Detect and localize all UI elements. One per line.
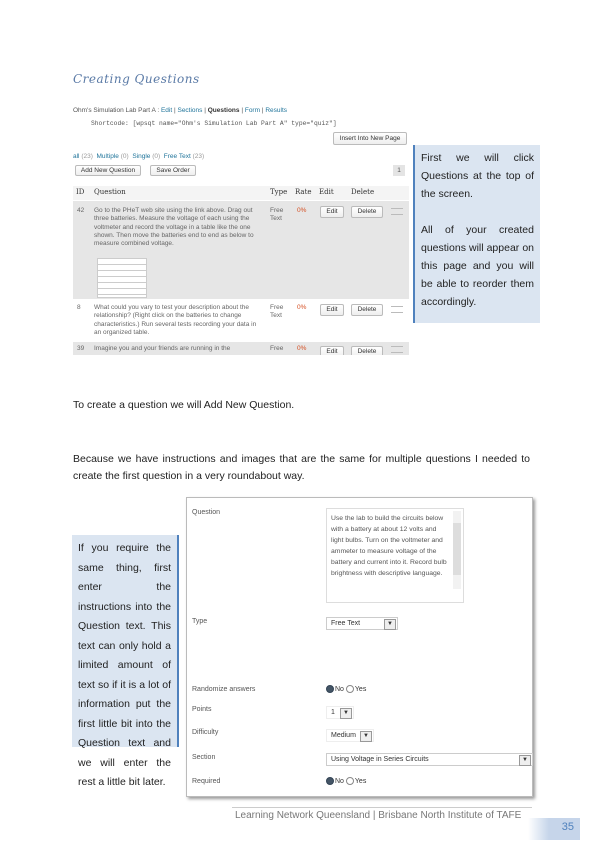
randomize-label: Randomize answers: [192, 686, 256, 693]
question-label: Question: [192, 509, 221, 516]
delete-button[interactable]: Delete: [351, 304, 383, 316]
nav-edit[interactable]: Edit: [160, 107, 173, 114]
col-rate: Rate: [295, 188, 312, 196]
question-form-screenshot: [186, 497, 533, 797]
page-number-box: [528, 818, 580, 840]
col-delete: Delete: [351, 188, 375, 196]
nav-form[interactable]: Form: [244, 107, 261, 114]
pagination-page[interactable]: 1: [393, 165, 405, 176]
row-id: 42: [77, 207, 85, 214]
row-question: Imagine you and your friends are running in the: [94, 345, 231, 352]
quiz-nav: Ohm's Simulation Lab Part A : Edit | Sections | Questions | Form | Results: [73, 107, 288, 114]
table-row: [73, 201, 409, 299]
row-question: What could you vary to test your description about the relationship? (Right click on the batteries to change characteristics.) Run several tests recording your data in an organized table.: [94, 304, 257, 336]
callout-questions: [413, 145, 540, 323]
filter-single[interactable]: Single (0): [132, 153, 161, 160]
row-id: 8: [77, 304, 81, 311]
table-row: [73, 342, 409, 355]
points-select[interactable]: 1 ▼: [326, 706, 354, 719]
paragraph-add-question: To create a question we will Add New Question.: [73, 399, 295, 411]
radio-no[interactable]: [326, 685, 334, 693]
randomize-radio-group[interactable]: No Yes: [326, 685, 366, 693]
difficulty-select[interactable]: Medium ▼: [326, 729, 374, 742]
edit-button[interactable]: Edit: [320, 304, 344, 316]
type-label: Type: [192, 618, 208, 625]
row-type: Free Text: [270, 207, 284, 223]
required-label: Required: [192, 778, 221, 785]
col-question: Question: [94, 188, 126, 196]
filter-multiple[interactable]: Multiple (0): [96, 153, 129, 160]
quiz-name: Ohm's Simulation Lab Part A :: [73, 107, 160, 114]
row-rate: 0%: [297, 207, 307, 214]
scrollbar[interactable]: [453, 511, 461, 589]
row-id: 39: [77, 345, 85, 352]
required-radio-group[interactable]: No Yes: [326, 777, 366, 785]
filter-free-text[interactable]: Free Text (23): [163, 153, 205, 160]
points-label: Points: [192, 706, 212, 713]
callout-instructions: If you require the same thing, first enter the instructions into the Question text. This text can only hold a limited amount of text so if it is a lot of information put the first little bit into the Question text and we will enter the rest a little bit later.: [72, 535, 179, 747]
edit-button[interactable]: Edit: [320, 346, 344, 355]
col-id: ID: [76, 188, 85, 196]
col-type: Type: [270, 188, 288, 196]
drag-handle-icon[interactable]: [391, 346, 403, 353]
save-order-button[interactable]: Save Order: [150, 165, 196, 176]
footer-text: Learning Network Queensland | Brisbane North Institute of TAFE: [235, 810, 522, 821]
filter-all[interactable]: all (23): [73, 153, 93, 160]
table-row: [73, 299, 409, 342]
section-select[interactable]: Using Voltage in Series Circuits ▼: [326, 753, 533, 766]
question-textarea[interactable]: [326, 508, 464, 603]
page-number: 35: [561, 821, 574, 833]
delete-button[interactable]: Delete: [351, 346, 383, 355]
radio-yes[interactable]: [346, 685, 354, 693]
chevron-down-icon: ▼: [384, 619, 396, 630]
section-heading: Creating Questions: [73, 72, 200, 86]
voltage-table-image: [97, 258, 147, 298]
nav-questions[interactable]: Questions: [207, 107, 240, 114]
callout-text-2: All of your created questions will appear on this page and you will be able to reorder them accordingly.: [421, 224, 534, 308]
paragraph-roundabout: Because we have instructions and images that are the same for multiple questions I needed to create the first question in a very roundabout way.: [73, 453, 530, 482]
insert-into-new-page-button[interactable]: Insert Into New Page: [333, 132, 407, 145]
edit-button[interactable]: Edit: [320, 206, 344, 218]
drag-handle-icon[interactable]: [391, 208, 403, 215]
chevron-down-icon: ▼: [519, 755, 531, 766]
footer-divider: [232, 807, 532, 808]
callout-text-1: First we will click Questions at the top of the screen.: [421, 152, 534, 200]
chevron-down-icon: ▼: [360, 731, 372, 742]
shortcode: Shortcode: [wpsqt name="Ohm's Simulation Lab Part A" type="quiz"]: [91, 120, 337, 127]
chevron-down-icon: ▼: [340, 708, 352, 719]
questions-list-screenshot: [73, 102, 409, 355]
difficulty-label: Difficulty: [192, 729, 219, 736]
col-edit: Edit: [319, 188, 334, 196]
row-question: Go to the PHeT web site using the link above. Drag out three batteries. Measure the voltage of each using the voltmeter and record the voltage in a table like the one shown. Then move the batteries end to end as below to measure combined voltage.: [94, 207, 254, 248]
question-filters: [73, 153, 204, 160]
question-text: Use the lab to build the circuits below with a battery at about 12 volts and light bulbs. Turn on the voltmeter and ammeter to measure voltage of the battery and current into it. Record bulb brightness with descriptive language.: [331, 515, 447, 577]
nav-sections[interactable]: Sections: [177, 107, 203, 114]
delete-button[interactable]: Delete: [351, 206, 383, 218]
row-rate: 0%: [297, 345, 307, 352]
type-select[interactable]: Free Text ▼: [326, 617, 398, 630]
drag-handle-icon[interactable]: [391, 306, 403, 313]
section-label: Section: [192, 754, 216, 761]
row-type: Free Text: [270, 304, 284, 320]
radio-yes[interactable]: [346, 777, 354, 785]
add-new-question-button[interactable]: Add New Question: [75, 165, 141, 176]
row-type: Free: [270, 345, 284, 352]
row-rate: 0%: [297, 304, 307, 311]
nav-results[interactable]: Results: [265, 107, 288, 114]
radio-no[interactable]: [326, 777, 334, 785]
